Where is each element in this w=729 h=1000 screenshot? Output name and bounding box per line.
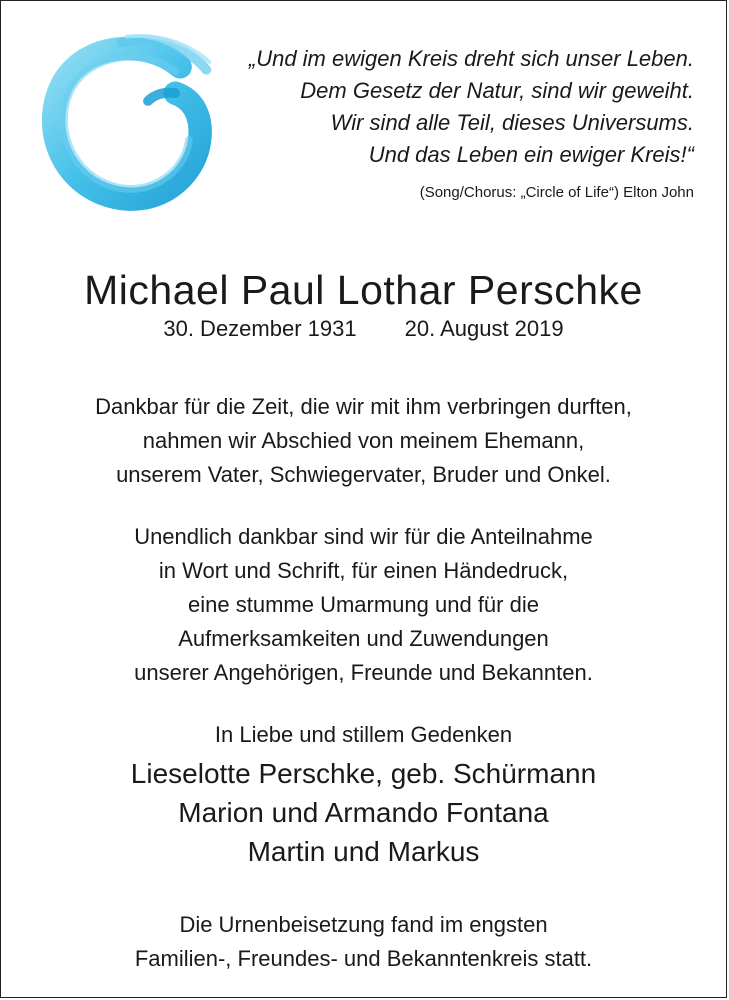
text-line: in Wort und Schrift, für einen Händedruck, (158, 558, 569, 583)
death-date: 20. August 2019 (404, 316, 564, 341)
enso-circle-icon (29, 23, 224, 218)
text-line: unserer Angehörigen, Freunde und Bekannten. (134, 660, 593, 685)
poem-quote (224, 43, 694, 171)
signer-name: Marion und Armando Fontana (178, 797, 549, 828)
life-dates (1, 314, 726, 344)
thanks-paragraph-1 (1, 390, 726, 492)
text-line: nahmen wir Abschied von meinem Ehemann, (142, 428, 585, 453)
thanks-paragraph-2 (1, 520, 726, 690)
birth-date: 30. Dezember 1931 (163, 316, 357, 341)
quote-line: „Und im ewigen Kreis dreht sich unser Leben. (248, 46, 694, 71)
deceased-name: Michael Paul Lothar Perschke (84, 267, 643, 313)
text-line: Familien-, Freundes- und Bekanntenkreis statt. (134, 946, 593, 971)
memory-line: In Liebe und stillem Gedenken (214, 722, 513, 747)
text-line: Die Urnenbeisetzung fand im engsten (179, 912, 548, 937)
text-line: unserem Vater, Schwiegervater, Bruder und Onkel. (116, 462, 611, 487)
quote-line: Und das Leben ein ewiger Kreis!“ (368, 142, 694, 167)
burial-note (1, 908, 726, 976)
signer-name: Martin und Markus (247, 836, 480, 867)
text-line: Aufmerksamkeiten und Zuwendungen (178, 626, 549, 651)
signers-list (1, 754, 726, 871)
quote-line: Dem Gesetz der Natur, sind wir geweiht. (300, 78, 694, 103)
quote-attribution: (Song/Chorus: „Circle of Life“) Elton John (419, 184, 694, 201)
text-line: Dankbar für die Zeit, die wir mit ihm verbringen durften, (95, 394, 632, 419)
text-line: eine stumme Umarmung und für die (188, 592, 539, 617)
signer-name: Lieselotte Perschke, geb. Schürmann (130, 758, 597, 789)
quote-line: Wir sind alle Teil, dieses Universums. (330, 110, 694, 135)
text-line: Unendlich dankbar sind wir für die Anteilnahme (134, 524, 593, 549)
